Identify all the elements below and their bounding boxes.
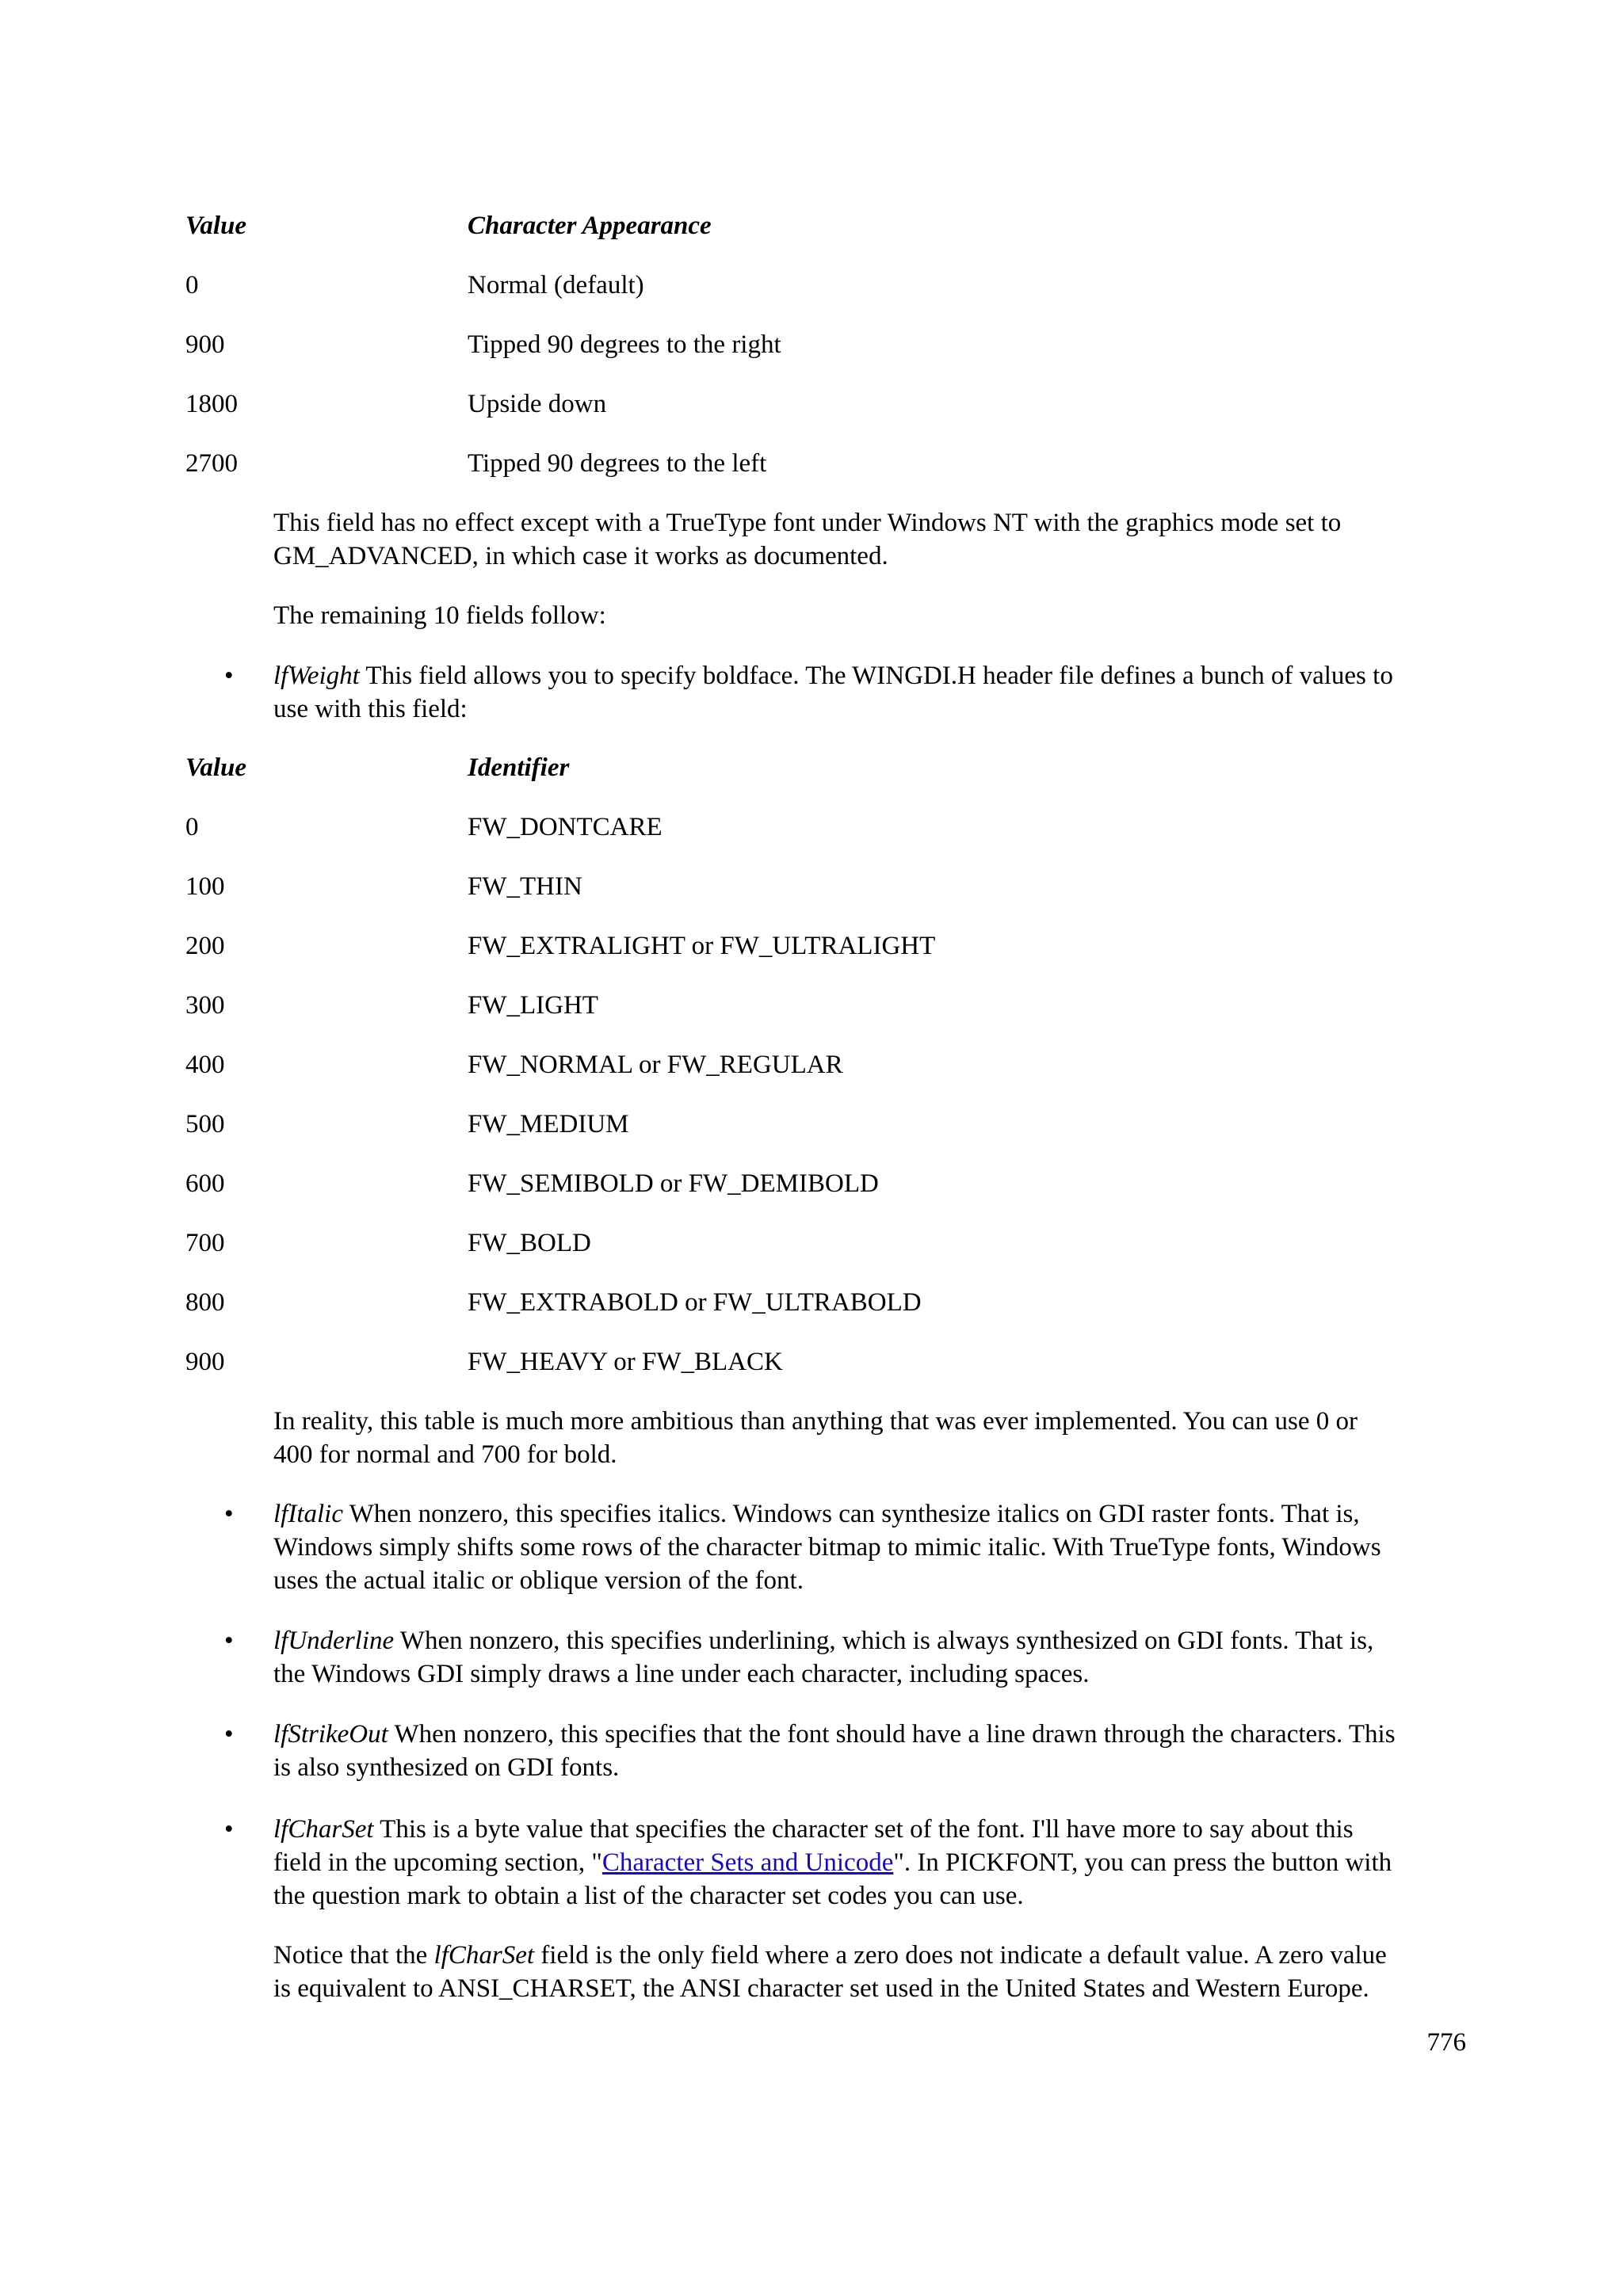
paragraph-line: use with this field:	[273, 695, 468, 723]
paragraph-notice	[273, 1939, 1462, 2005]
table-cell-value: 600	[185, 1169, 225, 1198]
field-name: lfItalic	[273, 1500, 343, 1528]
paragraph-no-effect	[273, 506, 1462, 573]
table-cell-value: 800	[185, 1288, 225, 1317]
table-cell-desc: FW_HEAVY or FW_BLACK	[468, 1348, 783, 1376]
table-cell-value: 200	[185, 932, 225, 960]
text-segment: field is the only field where a zero does not indicate a default value. A zero value	[534, 1941, 1387, 1970]
text-segment: field in the upcoming section, "	[273, 1848, 602, 1877]
bullet-icon: •	[224, 1500, 234, 1528]
bullet-icon: •	[224, 1627, 234, 1655]
paragraph-line: 400 for normal and 700 for bold.	[273, 1440, 617, 1469]
field-name: lfCharSet	[433, 1941, 535, 1970]
paragraph-line: the question mark to obtain a list of the character set codes you can use.	[273, 1882, 1024, 1910]
table-cell-desc: FW_BOLD	[468, 1229, 591, 1257]
paragraph-line	[273, 1939, 1462, 1972]
paragraph-line	[273, 1497, 1462, 1531]
bullet-icon: •	[224, 662, 234, 690]
paragraph-line	[273, 1624, 1462, 1657]
bullet-item-lfstrikeout	[273, 1718, 1462, 1784]
table-cell-desc: FW_DONTCARE	[468, 813, 663, 841]
paragraph-line: the Windows GDI simply draws a line under each character, including spaces.	[273, 1660, 1090, 1688]
bullet-icon: •	[224, 1815, 234, 1844]
table-cell-desc: FW_LIGHT	[468, 991, 598, 1020]
bullet-item-lfitalic	[273, 1497, 1462, 1597]
orientation-table-header-value: Value	[185, 212, 247, 240]
paragraph-line: is also synthesized on GDI fonts.	[273, 1753, 620, 1782]
field-name: lfWeight	[273, 662, 360, 690]
weight-table-header-value: Value	[185, 753, 247, 782]
bullet-icon: •	[224, 1720, 234, 1749]
field-description: When nonzero, this specifies italics. Windows can synthesize italics on GDI raster fonts. That is,	[342, 1500, 1360, 1528]
table-cell-value: 0	[185, 271, 199, 299]
table-cell-desc: Upside down	[468, 390, 607, 418]
bullet-item-lfunderline	[273, 1624, 1462, 1691]
paragraph-line	[273, 1813, 1462, 1846]
field-description: This field allows you to specify boldface. The WINGDI.H header file defines a bunch of values to	[359, 662, 1393, 690]
table-cell-value: 100	[185, 872, 225, 901]
paragraph-line: In reality, this table is much more ambitious than anything that was ever implemented. You can use 0 or	[273, 1407, 1358, 1436]
table-cell-value: 400	[185, 1051, 225, 1079]
table-cell-value: 700	[185, 1229, 225, 1257]
paragraph-remaining-fields: The remaining 10 fields follow:	[273, 601, 606, 630]
page-number: 776	[1426, 2028, 1466, 2057]
paragraph-line	[273, 1718, 1462, 1751]
bullet-item-lfcharset	[273, 1813, 1462, 1913]
field-description: When nonzero, this specifies underlining, which is always synthesized on GDI fonts. That is,	[394, 1627, 1374, 1655]
orientation-table-header-desc: Character Appearance	[468, 212, 712, 240]
text-segment: ". In PICKFONT, you can press the button with	[893, 1848, 1392, 1877]
table-cell-desc: FW_THIN	[468, 872, 582, 901]
paragraph-line: uses the actual italic or oblique version of the font.	[273, 1566, 804, 1595]
table-cell-desc: FW_EXTRALIGHT or FW_ULTRALIGHT	[468, 932, 936, 960]
table-cell-value: 300	[185, 991, 225, 1020]
table-cell-desc: Tipped 90 degrees to the right	[468, 330, 781, 359]
table-cell-value: 2700	[185, 449, 238, 478]
field-name: lfStrikeOut	[273, 1720, 388, 1749]
table-cell-desc: FW_EXTRABOLD or FW_ULTRABOLD	[468, 1288, 922, 1317]
paragraph-line: This field has no effect except with a TrueType font under Windows NT with the graphics mode set to	[273, 509, 1342, 537]
field-name: lfCharSet	[273, 1815, 374, 1844]
table-cell-desc: Tipped 90 degrees to the left	[468, 449, 767, 478]
paragraph-line: Windows simply shifts some rows of the character bitmap to mimic italic. With TrueType fonts, Windows	[273, 1533, 1381, 1562]
field-name: lfUnderline	[273, 1627, 395, 1655]
bullet-item-lfweight	[273, 659, 1462, 726]
table-cell-desc: FW_MEDIUM	[468, 1110, 629, 1138]
weight-table-header-desc: Identifier	[468, 753, 570, 782]
table-cell-value: 900	[185, 1348, 225, 1376]
table-cell-value: 500	[185, 1110, 225, 1138]
table-cell-desc: FW_NORMAL or FW_REGULAR	[468, 1051, 843, 1079]
table-cell-value: 900	[185, 330, 225, 359]
paragraph-line: GM_ADVANCED, in which case it works as documented.	[273, 542, 888, 570]
paragraph-reality	[273, 1405, 1462, 1471]
table-cell-value: 0	[185, 813, 199, 841]
paragraph-line	[273, 1846, 1462, 1879]
table-cell-value: 1800	[185, 390, 238, 418]
character-sets-unicode-link[interactable]: Character Sets and Unicode	[601, 1848, 894, 1877]
field-description: When nonzero, this specifies that the font should have a line drawn through the characters. This	[388, 1720, 1396, 1749]
table-cell-desc: Normal (default)	[468, 271, 644, 299]
text-segment: Notice that the	[273, 1941, 434, 1970]
field-description: This is a byte value that specifies the character set of the font. I'll have more to say about this	[373, 1815, 1354, 1844]
paragraph-line: is equivalent to ANSI_CHARSET, the ANSI character set used in the United States and Western Europe.	[273, 1974, 1369, 2003]
paragraph-line	[273, 659, 1462, 692]
table-cell-desc: FW_SEMIBOLD or FW_DEMIBOLD	[468, 1169, 879, 1198]
